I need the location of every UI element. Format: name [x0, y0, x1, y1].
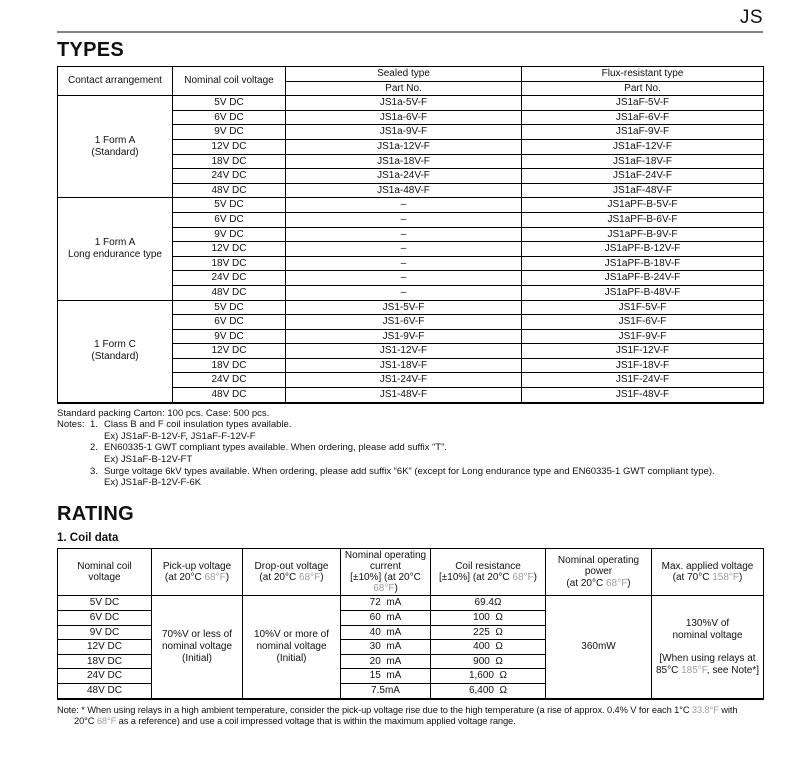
sealed-part-cell: JS1-18V-F [286, 358, 522, 373]
sealed-part-cell: JS1a-12V-F [286, 139, 522, 154]
fahrenheit-value: 68°F [606, 577, 628, 589]
note-text: EN60335-1 GWT compliant types available. When ordering, please add suffix “T”. [104, 442, 447, 454]
header-line: Pick-up voltage [162, 560, 232, 572]
resistance-cell: 6,400 Ω [431, 684, 546, 699]
indent-spacer [90, 431, 104, 443]
contact-arrangement-cell [58, 198, 173, 300]
fahrenheit-value: 33.8°F [691, 704, 719, 715]
sealed-part-cell: JS1-12V-F [286, 344, 522, 359]
contact-line1: 1 Form A [94, 134, 136, 146]
page-title: JS [739, 7, 763, 28]
col-nominal-coil-voltage [58, 548, 152, 596]
fahrenheit-value: 68°F [96, 716, 117, 727]
col-sealed-part-no: Part No. [286, 81, 522, 96]
flux-part-cell: JS1F-24V-F [522, 373, 764, 388]
fahrenheit-value: 68°F [373, 583, 395, 595]
col-max-applied-voltage [652, 548, 764, 596]
header-line [154, 572, 240, 583]
resistance-cell: 1,600 Ω [431, 669, 546, 684]
contact-arrangement-cell [58, 96, 173, 198]
header-line: power [584, 566, 613, 578]
resistance-cell: 100 Ω [431, 611, 546, 626]
sealed-part-cell: JS1-24V-F [286, 373, 522, 388]
resistance-cell: 400 Ω [431, 640, 546, 655]
header-text: [±10%] (at 20°C [350, 572, 421, 584]
col-coil-resistance [431, 548, 546, 596]
contact-line2: (Standard) [91, 351, 139, 363]
voltage-cell: 24V DC [58, 669, 152, 684]
note-text: Class B and F coil insulation types available. [104, 419, 292, 431]
types-heading: TYPES [57, 39, 125, 61]
voltage-cell: 6V DC [58, 611, 152, 626]
fahrenheit-value: 68°F [299, 572, 321, 584]
voltage-cell: 12V DC [173, 344, 286, 359]
voltage-cell: 18V DC [173, 358, 286, 373]
sealed-part-cell: JS1-48V-F [286, 388, 522, 403]
col-sealed-type: Sealed type [286, 67, 522, 82]
flux-part-cell: JS1aPF-B-6V-F [522, 212, 764, 227]
flux-part-cell: JS1F-48V-F [522, 388, 764, 403]
indent-spacer [90, 477, 104, 489]
note-example: Ex) JS1aF-B-12V-F, JS1aF-F-12V-F [104, 430, 256, 442]
header-divider [57, 31, 763, 33]
operating-power-cell: 360mW [546, 596, 652, 699]
flux-part-cell: JS1aPF-B-48V-F [522, 285, 764, 300]
cell-line: 10%V or more of [253, 629, 330, 641]
note-text: Note: * When using relays in a high ambient temperature, consider the pick-up voltage rise due to the high temperature (a rise of approx. 0.4% V for each 1°C [57, 704, 692, 715]
table-row [58, 96, 764, 111]
header-text: (at 20°C [164, 572, 205, 584]
header-line: Nominal operating [557, 555, 640, 567]
indent-spacer [57, 431, 90, 443]
cell-line: nominal voltage [161, 641, 233, 653]
flux-part-cell: JS1aF-6V-F [522, 110, 764, 125]
rating-heading: RATING [57, 502, 134, 525]
flux-part-cell: JS1aF-18V-F [522, 154, 764, 169]
rating-note [57, 705, 763, 728]
rating-note-line1 [57, 705, 763, 717]
voltage-cell: 5V DC [173, 96, 286, 111]
current-cell: 20 mA [341, 654, 431, 669]
sealed-part-cell: JS1a-6V-F [286, 110, 522, 125]
voltage-cell: 24V DC [173, 271, 286, 286]
flux-part-cell: JS1aF-48V-F [522, 183, 764, 198]
note-number: 3. [90, 465, 98, 477]
cell-line: [When using relays at [659, 652, 756, 664]
header-line: Max. applied voltage [661, 560, 754, 572]
cell-line: nominal voltage [256, 641, 327, 653]
voltage-cell: 48V DC [58, 684, 152, 699]
contact-line2: Long endurance type [68, 248, 162, 260]
table-row [58, 300, 764, 315]
resistance-cell: 69.4Ω [431, 596, 546, 611]
col-nominal-operating-power [546, 548, 652, 596]
contact-arrangement-cell [58, 300, 173, 403]
header-text: (at 20°C [566, 577, 606, 589]
header-line: Coil resistance [455, 560, 521, 572]
col-pickup-voltage [152, 548, 243, 596]
header-text: ) [320, 572, 324, 584]
cell-text: 85°C [655, 664, 682, 676]
col-nominal-coil-voltage: Nominal coil voltage [173, 67, 286, 96]
col-dropout-voltage [243, 548, 341, 596]
table-row [58, 596, 764, 611]
flux-part-cell: JS1aPF-B-12V-F [522, 242, 764, 257]
voltage-cell: 12V DC [58, 640, 152, 655]
resistance-cell: 225 Ω [431, 625, 546, 640]
flux-part-cell: JS1aPF-B-9V-F [522, 227, 764, 242]
contact-line2: (Standard) [91, 146, 139, 158]
fahrenheit-value: 68°F [512, 572, 534, 584]
header-text: ) [394, 583, 398, 595]
header-line: Nominal operating [344, 549, 427, 561]
note-number: 2. [90, 442, 98, 454]
sealed-part-cell: JS1a-9V-F [286, 125, 522, 140]
header-line [245, 572, 338, 583]
flux-part-cell: JS1F-12V-F [522, 344, 764, 359]
cell-line: nominal voltage [672, 629, 743, 641]
flux-part-cell: JS1F-9V-F [522, 329, 764, 344]
sealed-part-cell: JS1-5V-F [286, 300, 522, 315]
sealed-part-cell: – [286, 271, 522, 286]
packing-note: Standard packing Carton: 100 pcs. Case: 500 pcs. [57, 407, 270, 419]
sealed-part-cell: JS1a-24V-F [286, 169, 522, 184]
types-header-row [58, 67, 764, 82]
current-cell: 60 mA [341, 611, 431, 626]
header-line [548, 578, 649, 589]
header-text: ) [225, 572, 230, 584]
col-contact-arrangement: Contact arrangement [58, 67, 173, 96]
sealed-part-cell: JS1a-18V-F [286, 154, 522, 169]
note-number: 1. [90, 419, 98, 431]
header-line: Drop-out voltage [254, 560, 329, 572]
cell-line [654, 665, 761, 677]
notes-label: Notes: [57, 419, 85, 431]
voltage-cell: 5V DC [173, 300, 286, 315]
indent-spacer [57, 466, 90, 478]
voltage-cell: 9V DC [173, 227, 286, 242]
flux-part-cell: JS1aF-24V-F [522, 169, 764, 184]
header-text: (at 70°C [672, 572, 713, 584]
notes-block [57, 419, 763, 488]
header-line: current [369, 560, 402, 572]
header-text: [±10%] (at 20°C [439, 572, 513, 584]
sealed-part-cell: – [286, 285, 522, 300]
col-flux-resistant-type: Flux-resistant type [522, 67, 764, 82]
sealed-part-cell: – [286, 198, 522, 213]
voltage-cell: 18V DC [58, 654, 152, 669]
fahrenheit-value: 158°F [712, 572, 740, 584]
voltage-cell: 6V DC [173, 315, 286, 330]
flux-part-cell: JS1F-18V-F [522, 358, 764, 373]
rating-note-line2 [57, 716, 763, 728]
voltage-cell: 24V DC [173, 169, 286, 184]
voltage-cell: 48V DC [173, 183, 286, 198]
sealed-part-cell: JS1a-5V-F [286, 96, 522, 111]
voltage-cell: 24V DC [173, 373, 286, 388]
header-line: Nominal coil [77, 560, 132, 572]
note-example: Ex) JS1aF-B-12V-F-6K [104, 477, 202, 489]
flux-part-cell: JS1aPF-B-18V-F [522, 256, 764, 271]
voltage-cell: 48V DC [173, 388, 286, 403]
contact-line1: 1 Form C [94, 339, 136, 351]
flux-part-cell: JS1F-6V-F [522, 315, 764, 330]
sealed-part-cell: – [286, 227, 522, 242]
current-cell: 40 mA [341, 625, 431, 640]
note-text: as a reference) and use a coil impressed voltage that is within the maximum applied voltage range. [116, 716, 516, 727]
note-text: 20°C [74, 716, 97, 727]
voltage-cell: 12V DC [173, 242, 286, 257]
cell-line: 130%V of [685, 617, 730, 629]
cell-text: , see Note*] [706, 664, 760, 676]
coil-data-table [57, 548, 764, 700]
current-cell: 72 mA [341, 596, 431, 611]
sealed-part-cell: JS1-9V-F [286, 329, 522, 344]
flux-part-cell: JS1aPF-B-5V-F [522, 198, 764, 213]
flux-part-cell: JS1aF-12V-F [522, 139, 764, 154]
pickup-voltage-cell [152, 596, 243, 699]
col-nominal-operating-current [341, 548, 431, 596]
fahrenheit-value: 185°F [681, 664, 707, 676]
voltage-cell: 18V DC [173, 256, 286, 271]
voltage-cell: 48V DC [173, 285, 286, 300]
voltage-cell: 9V DC [173, 125, 286, 140]
voltage-cell: 5V DC [173, 198, 286, 213]
sealed-part-cell: – [286, 212, 522, 227]
header-line: voltage [88, 572, 121, 584]
fahrenheit-value: 68°F [204, 572, 226, 584]
resistance-cell: 900 Ω [431, 654, 546, 669]
indent-spacer [57, 477, 90, 489]
dropout-voltage-cell [243, 596, 341, 699]
current-cell: 15 mA [341, 669, 431, 684]
col-flux-part-no: Part No. [522, 81, 764, 96]
flux-part-cell: JS1aPF-B-24V-F [522, 271, 764, 286]
cell-line: (Initial) [276, 653, 307, 665]
types-table [57, 66, 764, 404]
voltage-cell: 6V DC [173, 212, 286, 227]
header-text: (at 20°C [259, 572, 299, 584]
header-line [343, 572, 428, 594]
current-cell: 7.5mA [341, 684, 431, 699]
current-cell: 30 mA [341, 640, 431, 655]
max-applied-voltage-cell [652, 596, 764, 699]
contact-line1: 1 Form A [94, 236, 136, 248]
header-line [654, 572, 761, 583]
cell-line: (Initial) [181, 653, 212, 665]
sealed-part-cell: JS1a-48V-F [286, 183, 522, 198]
coil-data-header-row [58, 548, 764, 596]
table-row [58, 198, 764, 213]
datasheet-page [57, 0, 763, 728]
coil-data-subheading: 1. Coil data [57, 531, 119, 544]
header-text: ) [627, 577, 631, 589]
voltage-cell: 6V DC [173, 110, 286, 125]
voltage-cell: 9V DC [173, 329, 286, 344]
voltage-cell: 5V DC [58, 596, 152, 611]
sealed-part-cell: – [286, 256, 522, 271]
voltage-cell: 18V DC [173, 154, 286, 169]
flux-part-cell: JS1F-5V-F [522, 300, 764, 315]
note-text: Surge voltage 6kV types available. When ordering, please add suffix “6K” (except for Long endurance type and EN60335-1 GWT compliant type). [104, 465, 715, 477]
indent-spacer [90, 454, 104, 466]
indent-spacer [57, 442, 90, 454]
sealed-part-cell: – [286, 242, 522, 257]
header-text: ) [533, 572, 537, 584]
page-header [57, 0, 763, 29]
voltage-cell: 9V DC [58, 625, 152, 640]
indent-spacer [57, 454, 90, 466]
cell-spacer [654, 642, 761, 653]
note-example: Ex) JS1aF-B-12V-FT [104, 453, 193, 465]
sealed-part-cell: JS1-6V-F [286, 315, 522, 330]
header-text: ) [739, 572, 743, 584]
note-text: with [718, 704, 738, 715]
flux-part-cell: JS1aF-9V-F [522, 125, 764, 140]
cell-line: 70%V or less of [161, 629, 233, 641]
voltage-cell: 12V DC [173, 139, 286, 154]
flux-part-cell: JS1aF-5V-F [522, 96, 764, 111]
header-line [433, 572, 543, 583]
